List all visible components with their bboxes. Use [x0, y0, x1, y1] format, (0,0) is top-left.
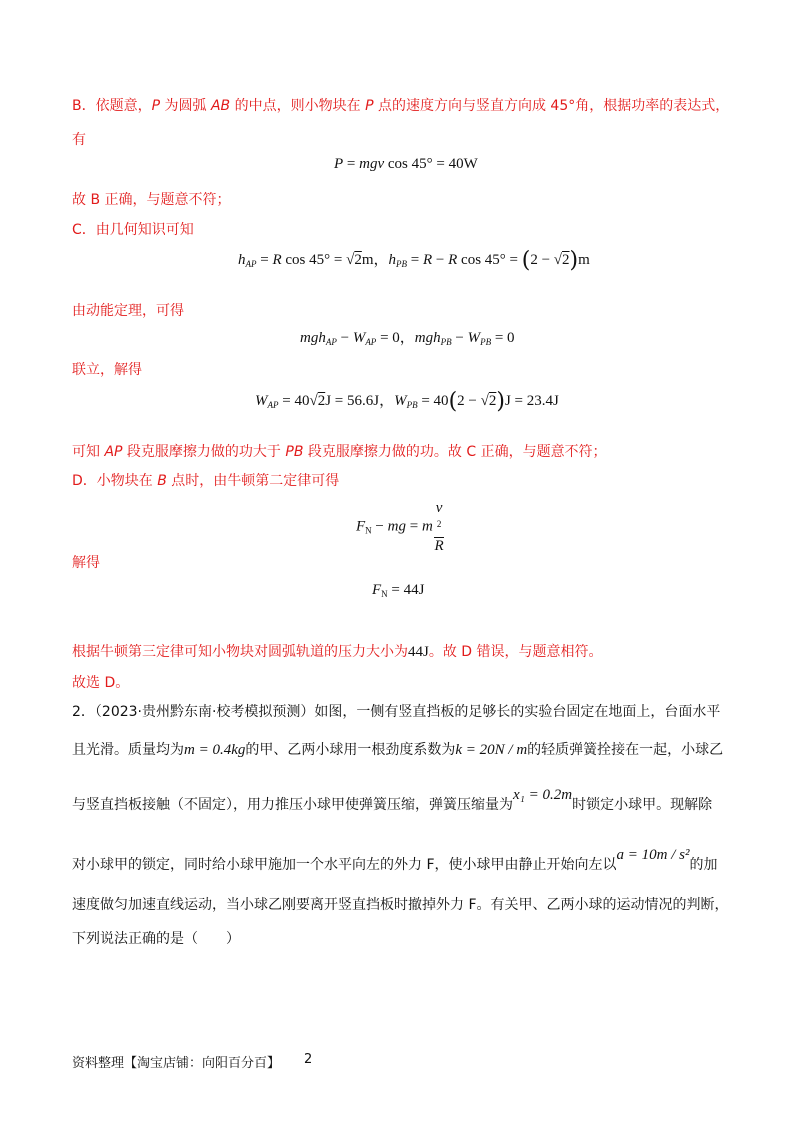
- var-ab: AB: [210, 98, 231, 114]
- text-segment: 为圆弧: [160, 98, 211, 114]
- text-segment: 对小球甲的锁定，同时给小球甲施加一个水平向左的外力 F，使小球甲由静止开始向左以: [72, 857, 617, 873]
- page-number: 2: [304, 1052, 313, 1067]
- var-b: B: [157, 473, 167, 489]
- problem2-line5: 速度做匀加速直线运动，当小球乙刚要离开竖直挡板时撤掉外力 F。有关甲、乙两小球的运动情况的判断，: [72, 897, 729, 913]
- option-d-solve: 解得: [72, 555, 100, 571]
- mass-value: m = 0.4kg: [184, 742, 246, 758]
- problem2-line3: [72, 787, 713, 815]
- formula-normal-force: $F_N = 44J$: [372, 582, 425, 599]
- formula-work-values: $W_{AP} = 40√2J = 56.6J$，$W_{PB} = 40(2 - √2)J = 23.4J$: [255, 389, 559, 414]
- answer-line: 故选 D。: [72, 675, 130, 691]
- option-b-line1: [72, 96, 729, 116]
- a-value: a = 10m / s²: [616, 847, 690, 863]
- option-d-intro: [72, 471, 339, 491]
- problem2-line1: 2．（2023·贵州黔东南·校考模拟预测）如图，一侧有竖直挡板的足够长的实验台固定在地面上，台面水平: [72, 704, 721, 720]
- problem2-line2: [72, 740, 723, 760]
- problem2-line6: 下列说法正确的是（ ）: [72, 931, 240, 947]
- text-segment: 的轻质弹簧拴接在一起，小球乙: [527, 742, 724, 758]
- problem2-line4: [72, 847, 718, 875]
- option-b-conclusion: 故 B 正确，与题意不符；: [72, 192, 231, 208]
- option-c-theorem: 由动能定理，可得: [72, 303, 184, 319]
- option-c-combine: 联立，解得: [72, 362, 142, 378]
- var-pb: PB: [285, 444, 304, 460]
- text-segment: 与竖直挡板接触（不固定），用力推压小球甲使弹簧压缩，弹簧压缩量为: [72, 797, 513, 813]
- text-segment: 的加: [689, 857, 718, 873]
- formula-work-energy: $mgh_{AP} - W_{AP} = 0$，$mgh_{PB} - W_{PB} = 0$: [300, 330, 515, 347]
- formula-heights: $h_{AP} = R$ cos 45° = √2m，$h_{PB} = R - R$ cos 45° = (2 − √2)m: [238, 248, 590, 273]
- text-segment: 的甲、乙两小球用一根劲度系数为: [245, 742, 456, 758]
- text-segment: 点时，由牛顿第二定律可得: [166, 473, 340, 489]
- text-segment: D．小物块在: [72, 473, 158, 489]
- value-44j: 44J: [408, 644, 429, 660]
- text-segment: 时锁定小球甲。现解除: [572, 797, 713, 813]
- option-d-conclusion: [72, 642, 603, 662]
- text-segment: 段克服摩擦力做的功。故 C 正确，与题意不符；: [303, 444, 607, 460]
- x1-value: x₁ = 0.2m: [513, 787, 573, 803]
- option-c-intro: C．由几何知识可知: [72, 222, 194, 238]
- footer-source: 资料整理【淘宝店铺：向阳百分百】: [72, 1056, 281, 1071]
- k-value: k = 20N / m: [455, 742, 528, 758]
- text-segment: 点的速度方向与竖直方向成 45°角，根据功率的表达式，: [373, 98, 730, 114]
- text-segment: 根据牛顿第三定律可知小物块对圆弧轨道的压力大小为: [72, 644, 408, 660]
- text-segment: B．依题意，: [72, 98, 152, 114]
- formula-newton-second: $F_N$ − mg = m v $^2$ R: [356, 500, 444, 554]
- option-b-line2: 有: [72, 132, 86, 148]
- text-segment: 。故 D 错误，与题意相符。: [428, 644, 603, 660]
- text-segment: 且光滑。质量均为: [72, 742, 184, 758]
- option-c-conclusion: [72, 442, 607, 462]
- var-p: P: [151, 98, 161, 114]
- text-segment: 的中点，则小物块在: [230, 98, 366, 114]
- var-ap: AP: [104, 444, 123, 460]
- text-segment: 可知: [72, 444, 105, 460]
- formula-power: P = mgv cos 45° = 40W: [334, 156, 478, 172]
- var-p: P: [365, 98, 374, 114]
- text-segment: 段克服摩擦力做的功大于: [122, 444, 286, 460]
